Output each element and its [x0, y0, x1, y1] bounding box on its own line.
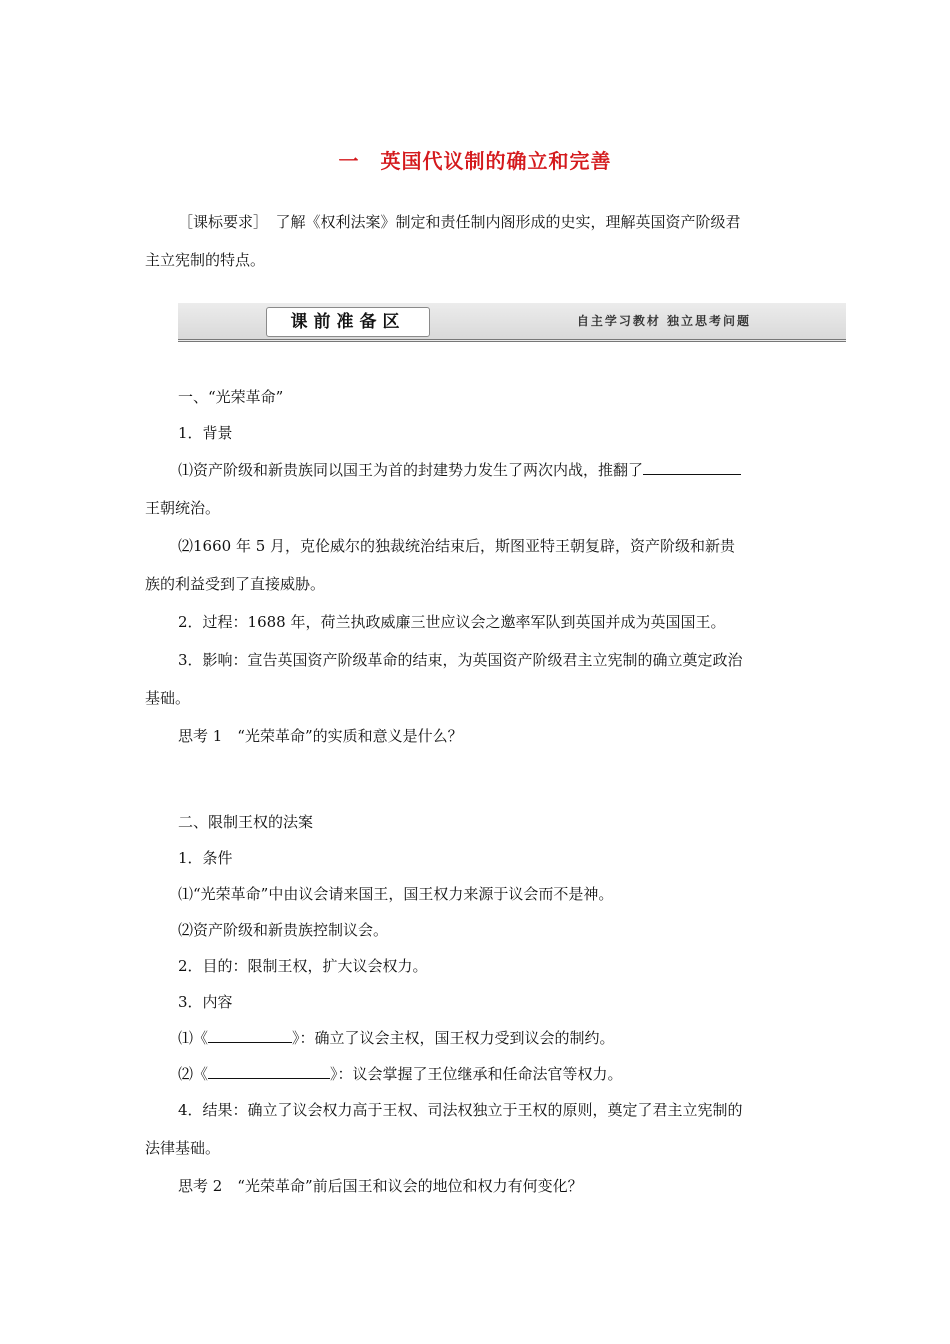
content-heading: 3．内容 [178, 993, 233, 1011]
section-banner [178, 303, 846, 342]
content-item-1-prefix: ⑴《 [178, 1029, 209, 1047]
background-item-1 [178, 460, 741, 480]
content-item-2 [178, 1064, 623, 1084]
fill-blank-dynasty [643, 460, 741, 475]
background-item-1-cont: 王朝统治。 [145, 499, 221, 517]
condition-item-2: ⑵资产阶级和新贵族控制议会。 [178, 921, 389, 939]
requirement-line-2: 主立宪制的特点。 [145, 251, 266, 269]
think-question-1: 思考 1 “光荣革命”的实质和意义是什么？ [178, 727, 463, 745]
result-item: 4．结果：确立了议会权力高于王权、司法权独立于王权的原则，奠定了君主立宪制的 [178, 1101, 743, 1119]
banner-label: 课前准备区 [266, 307, 430, 337]
background-heading: 1．背景 [178, 424, 233, 442]
fill-blank-act-2 [208, 1064, 330, 1079]
condition-heading: 1．条件 [178, 849, 233, 867]
background-item-1-text: ⑴资产阶级和新贵族同以国王为首的封建势力发生了两次内战，推翻了 [178, 461, 644, 479]
content-item-2-text: 》：议会掌握了王位继承和任命法官等权力。 [330, 1065, 623, 1083]
background-item-2-cont: 族的利益受到了直接威胁。 [145, 575, 326, 593]
section2-heading: 二、限制王权的法案 [178, 813, 314, 831]
impact-item: 3．影响：宣告英国资产阶级革命的结束，为英国资产阶级君主立宪制的确立奠定政治 [178, 651, 743, 669]
content-item-1-text: 》：确立了议会主权，国王权力受到议会的制约。 [292, 1029, 615, 1047]
result-item-cont: 法律基础。 [145, 1139, 221, 1157]
banner-subtitle: 自主学习教材 独立思考问题 [576, 314, 751, 328]
background-item-2: ⑵1660 年 5 月，克伦威尔的独裁统治结束后，斯图亚特王朝复辟，资产阶级和新贵 [178, 537, 736, 555]
fill-blank-act-1 [208, 1028, 292, 1043]
content-item-2-prefix: ⑵《 [178, 1065, 209, 1083]
think-question-2: 思考 2 “光荣革命”前后国王和议会的地位和权力有何变化？ [178, 1177, 583, 1195]
impact-item-cont: 基础。 [145, 689, 191, 707]
requirement-line-1: ［课标要求］ 了解《权利法案》制定和责任制内阁形成的史实，理解英国资产阶级君 [178, 213, 741, 231]
content-item-1 [178, 1028, 615, 1048]
section1-heading: 一、“光荣革命” [178, 388, 284, 406]
page-title: 一 英国代议制的确立和完善 [338, 149, 612, 173]
process-item: 2．过程：1688 年，荷兰执政威廉三世应议会之邀率军队到英国并成为英国国王。 [178, 613, 726, 631]
purpose-item: 2．目的：限制王权，扩大议会权力。 [178, 957, 428, 975]
condition-item-1: ⑴“光荣革命”中由议会请来国王，国王权力来源于议会而不是神。 [178, 885, 614, 903]
